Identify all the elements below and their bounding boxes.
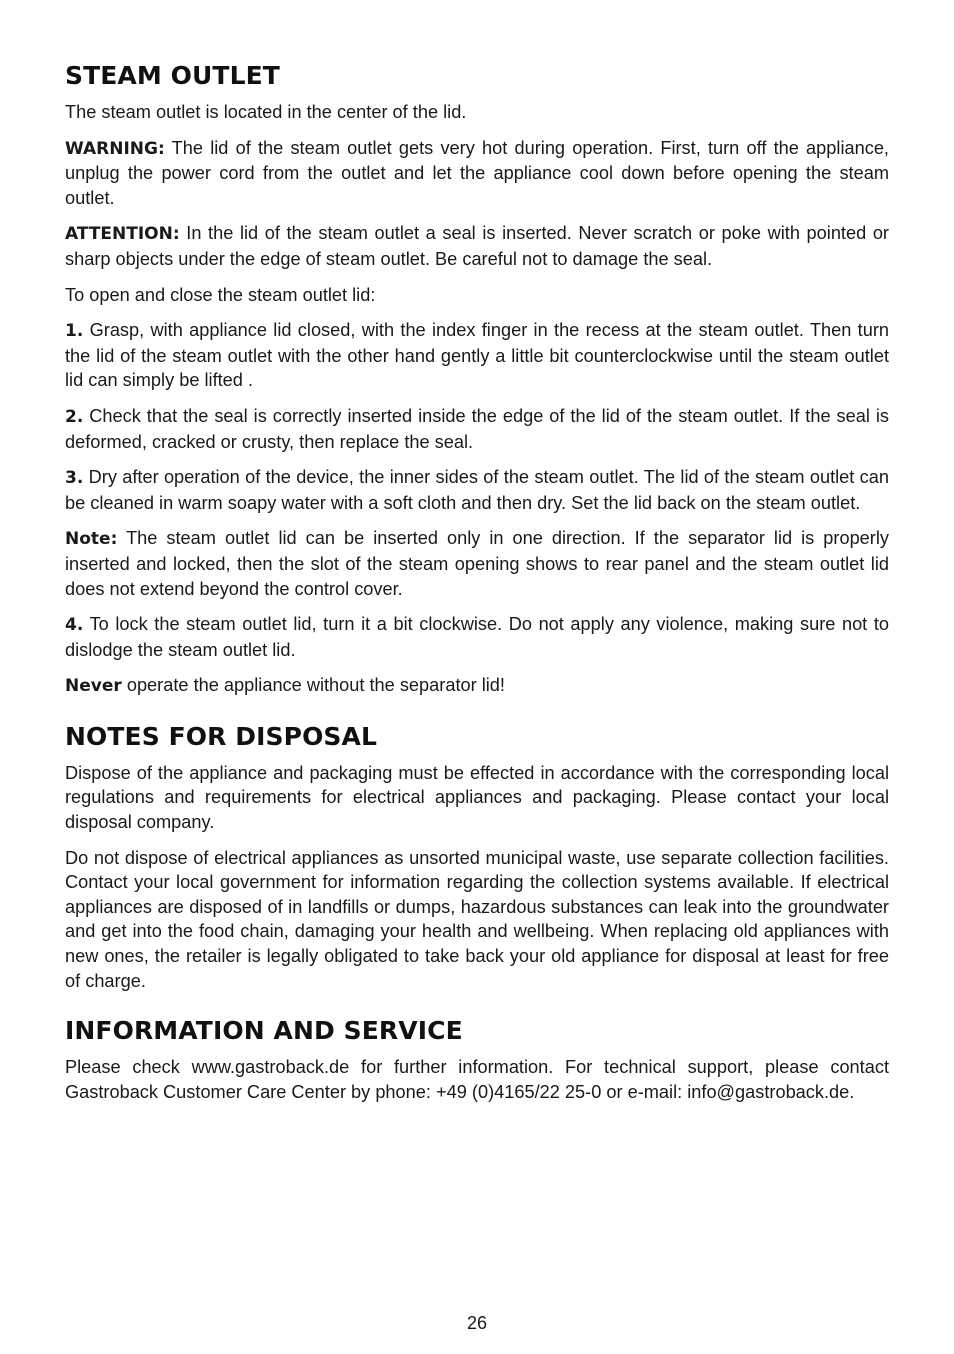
paragraph-text: Dry after operation of the device, the inner sides of the steam outlet. The lid of the steam outlet can be cleaned in warm soapy water with a soft cloth and then dry. Set the lid back on the steam outlet. bbox=[65, 467, 889, 513]
step-number: 3. bbox=[65, 468, 84, 489]
paragraph-text: Please check www.gastroback.de for further information. For technical support, please contact Gastroback Customer Care Center by phone: +49 (0)4165/22 25-0 or e-mail: info@gastroback.de. bbox=[65, 1057, 889, 1102]
paragraph-text: The steam outlet lid can be inserted only in one direction. If the separator lid is properly inserted and locked, then the slot of the steam opening shows to rear panel and the steam outlet lid does not extend beyond the control cover. bbox=[65, 528, 889, 599]
paragraph-text: To open and close the steam outlet lid: bbox=[65, 284, 376, 305]
paragraph-lead: Note: bbox=[65, 529, 118, 550]
paragraph bbox=[65, 1055, 889, 1104]
paragraph-lead: ATTENTION: bbox=[65, 224, 180, 245]
document-page bbox=[65, 60, 889, 1115]
section-notes-for-disposal bbox=[65, 721, 889, 993]
paragraph-text: Grasp, with appliance lid closed, with the index finger in the recess at the steam outlet. Then turn the lid of the steam outlet with the other hand gently a little bit counterclockwise until the steam outlet lid can simply be lifted . bbox=[65, 320, 889, 391]
paragraph-text: Check that the seal is correctly inserted inside the edge of the lid of the steam outlet. If the seal is deformed, cracked or crusty, then replace the seal. bbox=[65, 405, 889, 452]
paragraph bbox=[65, 761, 889, 835]
paragraph bbox=[65, 846, 889, 994]
step-number: 1. bbox=[65, 321, 84, 342]
section-heading: STEAM OUTLET bbox=[65, 61, 280, 90]
page-number: 26 bbox=[466, 1313, 488, 1333]
step-4 bbox=[65, 612, 889, 662]
paragraph-lead: WARNING: bbox=[65, 138, 165, 159]
paragraph-text: The lid of the steam outlet gets very hot during operation. First, turn off the appliance, unplug the power cord from the outlet and let the appliance cool down before opening the steam outlet. bbox=[65, 137, 889, 208]
step-1 bbox=[65, 318, 889, 393]
never-paragraph bbox=[65, 673, 889, 699]
paragraph bbox=[65, 100, 889, 125]
paragraph-text: In the lid of the steam outlet a seal is inserted. Never scratch or poke with pointed or sharp objects under the edge of steam outlet. Be careful not to damage the seal. bbox=[65, 223, 889, 269]
section-information-and-service bbox=[65, 1015, 889, 1104]
section-heading: INFORMATION AND SERVICE bbox=[65, 1016, 463, 1046]
paragraph-text: Dispose of the appliance and packaging must be effected in accordance with the corresponding local regulations and requirements for electrical appliances and packaging. Please contact your local disposal company. bbox=[65, 762, 889, 833]
paragraph-text: To lock the steam outlet lid, turn it a bit clockwise. Do not apply any violence, making sure not to dislodge the steam outlet lid. bbox=[65, 614, 889, 660]
step-number: 4. bbox=[65, 615, 84, 636]
warning-paragraph bbox=[65, 136, 889, 211]
step-3 bbox=[65, 465, 889, 515]
paragraph bbox=[65, 283, 889, 308]
attention-paragraph bbox=[65, 221, 889, 271]
paragraph-text: operate the appliance without the separator lid! bbox=[126, 675, 505, 696]
section-heading: NOTES FOR DISPOSAL bbox=[65, 721, 378, 751]
paragraph-text: The steam outlet is located in the center of the lid. bbox=[65, 102, 467, 122]
section-steam-outlet bbox=[65, 60, 889, 699]
step-2 bbox=[65, 404, 889, 454]
paragraph-text: Do not dispose of electrical appliances as unsorted municipal waste, use separate collection facilities. Contact your local government for information regarding the collection systems available. If electrical appliances are disposed of in landfills or dumps, hazardous substances can leak into the groundwater and get into the food chain, damaging your health and wellbeing. When replacing old appliances with new ones, the retailer is legally obligated to take back your old appliance for disposal at least for free of charge. bbox=[65, 847, 889, 991]
note-paragraph bbox=[65, 526, 889, 601]
step-number: 2. bbox=[65, 406, 84, 427]
paragraph-lead: Never bbox=[65, 676, 122, 697]
